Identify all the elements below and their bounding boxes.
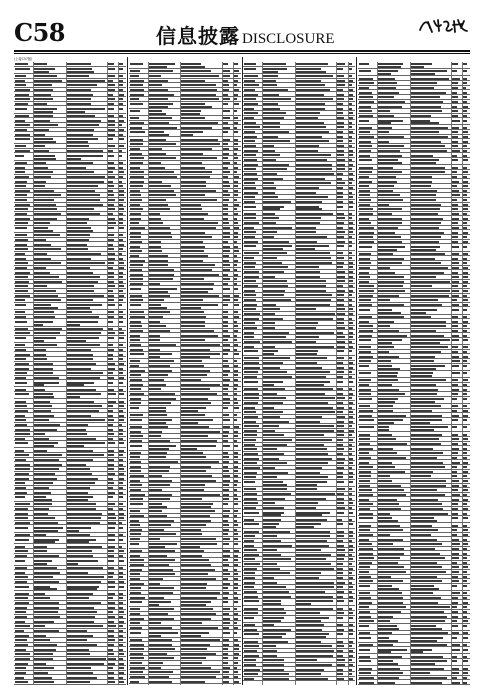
table-row <box>358 118 470 125</box>
table-row <box>358 647 470 654</box>
table-row <box>129 130 241 137</box>
table-row <box>129 418 241 425</box>
table-row <box>14 680 126 685</box>
table-row <box>243 379 355 386</box>
table-row <box>358 418 470 425</box>
table-row <box>14 336 126 343</box>
newspaper-logo <box>418 16 470 36</box>
table-row <box>129 630 241 637</box>
table-row <box>358 371 470 378</box>
table-row <box>243 677 355 682</box>
table-row <box>358 69 470 76</box>
page-code: C58 <box>14 18 65 47</box>
table-row <box>358 680 470 685</box>
table-row <box>243 204 355 211</box>
table-caption: (上接C57版) <box>14 57 33 61</box>
table-row <box>14 392 126 399</box>
table-row <box>358 307 470 314</box>
table-row <box>14 537 126 544</box>
table-row <box>358 244 470 251</box>
table-row <box>243 522 355 529</box>
table-row <box>14 303 126 310</box>
table-row <box>129 62 241 69</box>
table-row <box>14 525 126 532</box>
table-column <box>14 57 126 685</box>
table-row <box>243 510 355 517</box>
table-row <box>129 542 241 549</box>
table-row <box>358 338 470 345</box>
table-row <box>14 495 126 502</box>
table-row <box>129 679 241 684</box>
table-row <box>358 659 470 666</box>
table-row <box>358 516 470 523</box>
table-column <box>358 57 470 685</box>
table-row <box>129 443 241 450</box>
masthead-rule-thin <box>14 53 470 54</box>
table-row <box>129 102 241 109</box>
table-row <box>129 406 241 413</box>
table-row <box>129 286 241 293</box>
table-row <box>14 558 126 565</box>
table-row <box>129 109 241 116</box>
masthead-rule-thick <box>14 50 470 52</box>
section-title <box>156 20 335 49</box>
table-column <box>129 57 241 685</box>
table-row <box>243 616 355 623</box>
table-row <box>358 425 470 432</box>
table-row <box>358 364 470 371</box>
section-title-cn: 信息披露 <box>156 24 240 48</box>
table-row <box>129 303 241 310</box>
table-row <box>243 632 355 639</box>
column-divider <box>356 57 357 685</box>
table-row <box>358 584 470 591</box>
masthead <box>14 14 470 48</box>
table-column <box>243 57 355 685</box>
column-divider <box>242 57 243 685</box>
table-row <box>358 397 470 404</box>
section-title-en: DISCLOSURE <box>242 31 335 47</box>
table-row <box>14 137 126 144</box>
table-row <box>358 624 470 631</box>
table-row <box>243 599 355 606</box>
table-row <box>14 584 126 591</box>
table-row <box>243 349 355 356</box>
column-divider <box>127 57 128 685</box>
table-row <box>14 67 126 74</box>
table-row <box>14 153 126 160</box>
table-row <box>14 380 126 387</box>
table-row <box>358 635 470 642</box>
disclosure-columns <box>14 57 470 685</box>
table-row <box>14 441 126 448</box>
table-row <box>14 319 126 326</box>
table-row <box>243 67 355 74</box>
table-row <box>129 502 241 509</box>
table-row <box>243 244 355 251</box>
table-row <box>129 600 241 607</box>
table-row <box>129 352 241 359</box>
table-row <box>358 62 470 69</box>
table-row <box>358 158 470 165</box>
table-row <box>243 480 355 487</box>
table-row <box>14 226 126 233</box>
table-row <box>14 106 126 113</box>
